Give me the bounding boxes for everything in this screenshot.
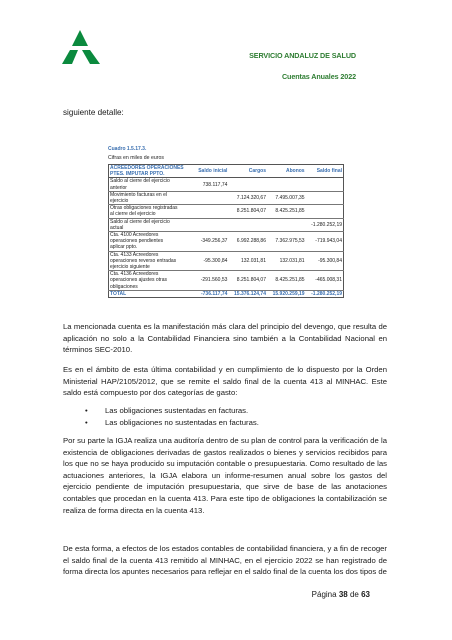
row-value	[228, 218, 267, 231]
row-value: 7.495.007,35	[267, 191, 306, 204]
row-value: -349.256,37	[193, 232, 228, 252]
total-value: 15.920.259,19	[267, 290, 306, 297]
row-value: -95.300,84	[193, 251, 228, 271]
table-row	[109, 232, 344, 252]
table-total-row	[109, 290, 344, 297]
row-value: 8.425.251,85	[267, 271, 306, 291]
row-label: Cta. 4133 Acreedores operaciones reverso entradas ejercicio siguiente	[109, 251, 194, 271]
row-value: -95.300,84	[306, 251, 344, 271]
table-row	[109, 178, 344, 191]
row-value	[267, 218, 306, 231]
table-header-label	[109, 165, 194, 178]
total-value: -1.280.252,19	[306, 290, 344, 297]
row-label: Saldo al cierre del ejercicio actual	[109, 218, 194, 231]
bullet-list	[85, 405, 259, 428]
row-value	[228, 178, 267, 191]
accounts-table	[108, 164, 344, 298]
page-number: Página 38 de 63	[311, 590, 370, 599]
row-value: 8.251.804,07	[228, 205, 267, 218]
row-label: Otras obligaciones registradas al cierre del ejercicio	[109, 205, 194, 218]
header-abonos: Abonos	[267, 165, 306, 178]
total-value: -736.117,74	[193, 290, 228, 297]
row-value: 132.031,81	[267, 251, 306, 271]
paragraph-4: De esta forma, a efectos de los estados contables de contabilidad financiera, y a fin de recoger el saldo final de la cuenta 413 remitido al MINHAC, en el ejercicio 2022 se han registrado de forma directa los apuntes necesarios para reflejar en el saldo final de la cuenta los dos tipos de	[63, 544, 387, 577]
row-value: -465.008,31	[306, 271, 344, 291]
table-row	[109, 218, 344, 231]
table-row	[109, 205, 344, 218]
table-header-line1: ACREEDORES OPERACIONES	[110, 165, 184, 171]
table-units: Cifras en miles de euros	[108, 155, 164, 161]
table-block	[108, 146, 344, 298]
table-row	[109, 251, 344, 271]
row-value	[193, 205, 228, 218]
header-organization: SERVICIO ANDALUZ DE SALUD	[249, 51, 356, 60]
header-saldo-final: Saldo final	[306, 165, 344, 178]
row-value: 8.251.804,07	[228, 271, 267, 291]
row-value	[306, 191, 344, 204]
row-label: Cta. 4100 Acreedores operaciones pendientes aplicar ppto.	[109, 232, 194, 252]
total-label: TOTAL	[109, 290, 194, 297]
bullet-item: • Las obligaciones no sustentadas en facturas.	[85, 417, 259, 427]
row-value: 7.362.975,53	[267, 232, 306, 252]
row-value: -1.280.252,19	[306, 218, 344, 231]
header-saldo-inicial: Saldo inicial	[193, 165, 228, 178]
row-value	[193, 218, 228, 231]
row-value: 7.124.320,67	[228, 191, 267, 204]
row-value	[306, 205, 344, 218]
row-label: Cta. 4136 Acreedores operaciones ajustes otras obligaciones	[109, 271, 194, 291]
header-cargos: Cargos	[228, 165, 267, 178]
bullet-item: • Las obligaciones sustentadas en facturas.	[85, 406, 249, 415]
table-row	[109, 271, 344, 291]
row-label: Movimiento facturas en el ejercicio	[109, 191, 194, 204]
row-value: 738.117,74	[193, 178, 228, 191]
table-header-line2: PTES. IMPUTAR PPTO.	[110, 171, 165, 178]
row-value	[193, 191, 228, 204]
table-row	[109, 191, 344, 204]
row-value: -719.943,04	[306, 232, 344, 252]
header-document: Cuentas Anuales 2022	[281, 72, 356, 81]
lead-text: siguiente detalle:	[63, 108, 124, 117]
row-value: 132.031,81	[228, 251, 267, 271]
paragraph-2: Es en el ámbito de esta última contabilidad y en cumplimiento de lo dispuesto por la Orden Ministerial HAP/2105/2012, que se remite el saldo final de la cuenta 413 al MINHAC. Este saldo está compuesto por dos categorías de gasto:	[63, 365, 387, 398]
total-value: 15.376.124,74	[228, 290, 267, 297]
row-value: 8.425.251,85	[267, 205, 306, 218]
junta-andalucia-logo	[58, 30, 102, 64]
row-value: 6.992.288,86	[228, 232, 267, 252]
row-value	[306, 178, 344, 191]
row-label: Saldo al cierre del ejercicio anterior	[109, 178, 194, 191]
paragraph-1: La mencionada cuenta es la manifestación más clara del principio del devengo, que resulta de aplicación no solo a la Contabilidad Financiera sino también a la Contabilidad Nacional en términos SEC-2010.	[63, 322, 387, 355]
row-value: -291.560,53	[193, 271, 228, 291]
table-caption: Cuadro 1.5.17.3.	[108, 146, 147, 152]
paragraph-3: Por su parte la IGJA realiza una auditoría dentro de su plan de control para la verificación de la existencia de obligaciones derivadas de gastos realizados o bienes y servicios recibidos para los que no se haya producido su imputación contable o presupuestaria. Como resultado de las actuaciones anteriores, la IGJA elabora un informe-resumen anual sobre los gastos del ejercicio pendiente de imputación presupuestaria, que sirve de base de las anotaciones contables que procedan en la cuenta 413. Para este tipo de obligaciones la contabilización se realiza de forma directa en la cuenta 413.	[63, 436, 387, 515]
row-value	[267, 178, 306, 191]
